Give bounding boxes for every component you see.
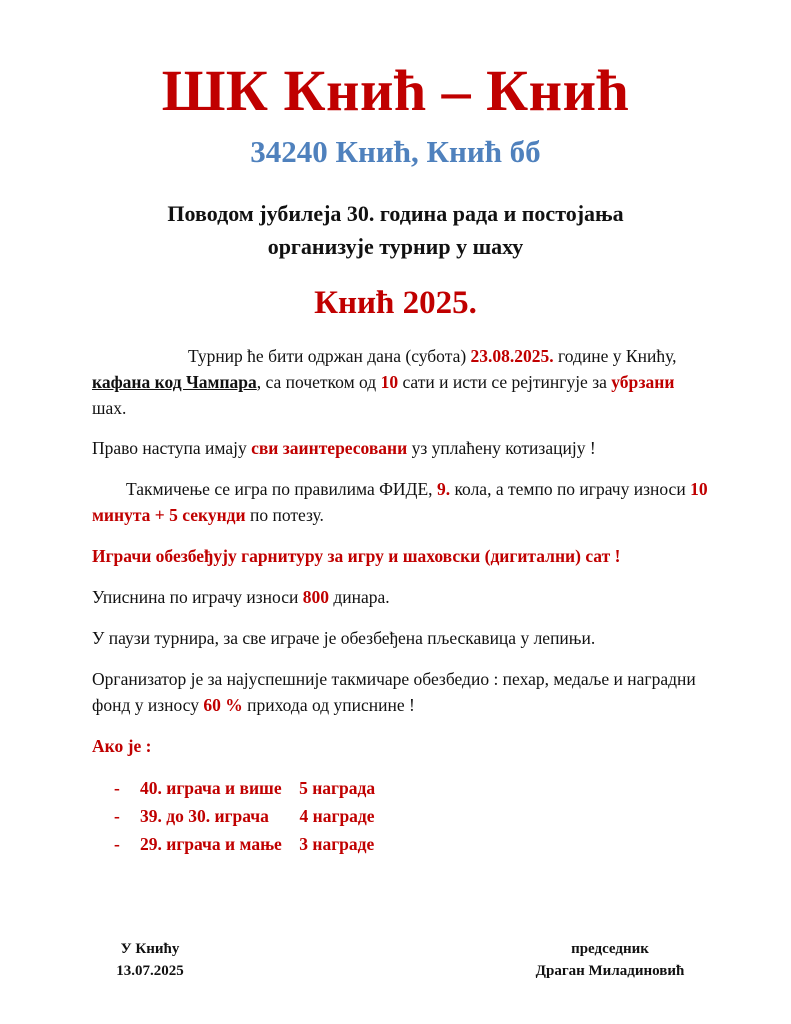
rounds-count: 9. [436,479,451,499]
intro-line-1: Поводом јубилеја 30. година рада и постојања [167,201,624,226]
intro-text [0,197,791,263]
time-control: 10 минута + 5 секунди [92,479,708,525]
prize-list-item [92,774,712,802]
text: кола, а темпо по играчу износи [450,479,691,499]
list-dash: - [114,806,120,826]
tournament-date: 23.08.2025. [470,346,554,366]
prize-text: 40. играча и више 5 награда [140,778,376,798]
paragraph-eligibility [92,435,712,461]
text: прихода од уписнине ! [242,695,415,715]
text: Такмичење се игра по правилима ФИДЕ, [126,479,437,499]
text: Уписнина по играчу износи [92,587,303,607]
paragraph-prize-fund [92,666,712,718]
text: године у Книћу, [553,346,677,366]
text: сати и исти се рејтингује за [398,372,612,392]
text: Организатор је за најуспешније такмичаре обезбедио : пехар, медаље и наградни фонд у износу [92,669,696,715]
paragraph-entry-fee [92,584,712,610]
prize-percent: 60 % [203,695,243,715]
list-dash: - [114,778,120,798]
paragraph-equipment-note: Играчи обезбеђују гарнитуру за игру и шаховски (дигитални) сат ! [92,546,621,566]
text: Турнир ће бити одржан дана (субота) [188,346,471,366]
paragraph-rules [92,476,712,528]
text: , са почетком од [256,372,381,392]
prize-list-item [92,830,712,858]
footer-signature [510,938,710,982]
chess-type: убрзани [611,372,675,392]
eligible-players: сви заинтересовани [251,438,408,458]
text: динара. [328,587,390,607]
venue-name: кафана код Чампара [92,372,257,392]
event-title: Кнић 2025. [314,285,477,321]
prize-list-item [92,802,712,830]
conditions-label: Ако је : [92,736,152,756]
prize-list [92,774,712,858]
fee-amount: 800 [302,587,329,607]
footer-place-date [90,938,210,982]
club-address: 34240 Кнић, Кнић бб [250,134,541,169]
text: шах. [92,398,127,418]
document-body [92,343,712,858]
intro-line-2: организује турнир у шаху [267,234,524,259]
text: Право наступа имају [92,438,252,458]
text: уз уплаћену котизацију ! [407,438,596,458]
paragraph-refreshments: У паузи турнира, за све играче је обезбеђена пљескавица у лепињи. [92,628,596,648]
club-title: ШК Кнић – Кнић [161,58,630,123]
paragraph-tournament-info [92,343,712,421]
list-dash: - [114,834,120,854]
prize-text: 39. до 30. играча 4 награде [140,806,375,826]
start-hour: 10 [380,372,399,392]
signatory-name: Драган Миладиновић [535,963,685,979]
signatory-role: председник [571,941,649,957]
text: по потезу. [245,505,324,525]
prize-text: 29. играча и мање 3 награде [140,834,375,854]
footer-date: 13.07.2025 [116,963,184,979]
footer-place: У Книћу [120,941,180,957]
